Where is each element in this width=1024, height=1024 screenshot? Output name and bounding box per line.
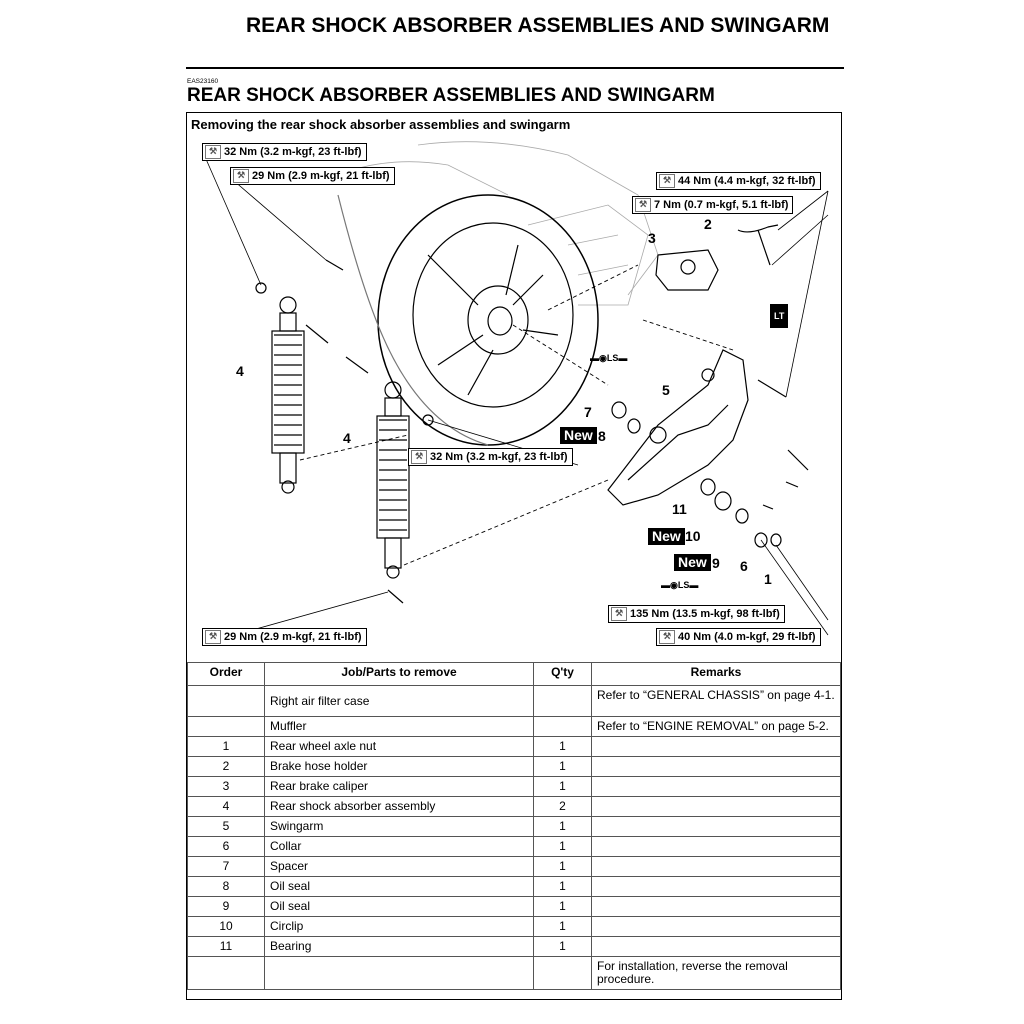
table-row <box>188 877 841 897</box>
lithium-soap-grease-icon: ▬◉LS▬ <box>661 580 699 590</box>
cell-remarks <box>592 837 841 857</box>
shock-absorber-right-drawing <box>377 382 409 578</box>
section-title: REAR SHOCK ABSORBER ASSEMBLIES AND SWINGARM <box>187 85 715 106</box>
diagram-caption: Removing the rear shock absorber assemblies and swingarm <box>191 117 571 132</box>
cell-qty <box>534 717 592 737</box>
cell-remarks: Refer to “GENERAL CHASSIS” on page 4-1. <box>592 686 841 717</box>
cell-job: Rear wheel axle nut <box>265 737 534 757</box>
table-row <box>188 957 841 990</box>
torque-wrench-icon: ⚒ <box>205 630 221 644</box>
cell-order: 11 <box>188 937 265 957</box>
torque-value: 7 Nm (0.7 m-kgf, 5.1 ft-lbf) <box>654 199 789 211</box>
table-row <box>188 837 841 857</box>
torque-value: 32 Nm (3.2 m-kgf, 23 ft-lbf) <box>430 451 568 463</box>
cell-qty: 1 <box>534 737 592 757</box>
cell-job: Collar <box>265 837 534 857</box>
cell-qty: 1 <box>534 857 592 877</box>
new-badge-9: New <box>674 554 711 571</box>
callout-9: 9 <box>712 555 720 571</box>
header-rule <box>186 67 844 69</box>
cell-remarks <box>592 877 841 897</box>
section-code: EAS23160 <box>187 78 219 85</box>
table-row <box>188 937 841 957</box>
cell-qty: 1 <box>534 937 592 957</box>
seals-drawing <box>612 402 781 547</box>
cell-order: 8 <box>188 877 265 897</box>
table-row <box>188 686 841 717</box>
callout-4b: 4 <box>343 430 351 446</box>
table-row <box>188 737 841 757</box>
cell-job <box>265 957 534 990</box>
callout-3: 3 <box>648 230 656 246</box>
cell-job: Bearing <box>265 937 534 957</box>
header-remarks: Remarks <box>592 663 841 686</box>
callout-1: 1 <box>764 571 772 587</box>
cell-job: Oil seal <box>265 897 534 917</box>
lube-lt-label: LT <box>774 311 785 321</box>
torque-wrench-icon: ⚒ <box>635 198 651 212</box>
cell-order <box>188 717 265 737</box>
lithium-soap-grease-icon: ▬◉LS▬ <box>590 353 628 363</box>
cell-remarks: Refer to “ENGINE REMOVAL” on page 5-2. <box>592 717 841 737</box>
cell-qty: 1 <box>534 897 592 917</box>
shock-absorber-left-drawing <box>272 297 304 493</box>
callout-10: 10 <box>685 528 701 544</box>
cell-job: Swingarm <box>265 817 534 837</box>
torque-spec-2 <box>230 167 395 185</box>
torque-value: 29 Nm (2.9 m-kgf, 21 ft-lbf) <box>224 631 362 643</box>
cell-order: 2 <box>188 757 265 777</box>
cell-order: 3 <box>188 777 265 797</box>
page-header-title: REAR SHOCK ABSORBER ASSEMBLIES AND SWINGARM <box>246 14 830 37</box>
cell-qty: 1 <box>534 817 592 837</box>
assembly-lines <box>300 265 733 565</box>
cell-remarks <box>592 897 841 917</box>
cell-job: Brake hose holder <box>265 757 534 777</box>
cell-qty: 1 <box>534 777 592 797</box>
cell-qty: 2 <box>534 797 592 817</box>
callout-8: 8 <box>598 428 606 444</box>
cell-job: Right air filter case <box>265 686 534 717</box>
header-order: Order <box>188 663 265 686</box>
torque-value: 32 Nm (3.2 m-kgf, 23 ft-lbf) <box>224 146 362 158</box>
callout-5: 5 <box>662 382 670 398</box>
callout-6: 6 <box>740 558 748 574</box>
torque-wrench-icon: ⚒ <box>659 630 675 644</box>
torque-spec-8 <box>202 628 367 646</box>
torque-spec-3 <box>656 172 821 190</box>
torque-wrench-icon: ⚒ <box>205 145 221 159</box>
cell-remarks <box>592 737 841 757</box>
cell-remarks <box>592 757 841 777</box>
cell-job: Rear brake caliper <box>265 777 534 797</box>
torque-spec-4 <box>632 196 793 214</box>
cell-remarks <box>592 917 841 937</box>
cell-job: Oil seal <box>265 877 534 897</box>
callout-2: 2 <box>704 216 712 232</box>
leader-lines <box>206 159 828 643</box>
table-header-row <box>188 663 841 686</box>
cell-qty <box>534 957 592 990</box>
callout-7: 7 <box>584 404 592 420</box>
cell-order: 10 <box>188 917 265 937</box>
table-row <box>188 777 841 797</box>
torque-spec-6 <box>608 605 785 623</box>
new-badge-10: New <box>648 528 685 545</box>
lube-ls-label: LS <box>677 580 690 590</box>
parts-table <box>187 662 841 990</box>
header-job: Job/Parts to remove <box>265 663 534 686</box>
cell-order: 9 <box>188 897 265 917</box>
cell-remarks <box>592 797 841 817</box>
cell-job: Circlip <box>265 917 534 937</box>
cell-remarks <box>592 857 841 877</box>
cell-order: 7 <box>188 857 265 877</box>
cell-remarks <box>592 817 841 837</box>
cell-order: 6 <box>188 837 265 857</box>
torque-wrench-icon: ⚒ <box>611 607 627 621</box>
torque-spec-5 <box>408 448 573 466</box>
cell-order: 5 <box>188 817 265 837</box>
torque-value: 29 Nm (2.9 m-kgf, 21 ft-lbf) <box>252 170 390 182</box>
callout-11: 11 <box>672 501 687 517</box>
torque-value: 135 Nm (13.5 m-kgf, 98 ft-lbf) <box>630 608 780 620</box>
cell-qty: 1 <box>534 877 592 897</box>
cell-remarks <box>592 777 841 797</box>
callout-4a: 4 <box>236 363 244 379</box>
table-row <box>188 757 841 777</box>
torque-value: 44 Nm (4.4 m-kgf, 32 ft-lbf) <box>678 175 816 187</box>
new-badge-8: New <box>560 427 597 444</box>
table-row <box>188 897 841 917</box>
lube-ls-label: LS <box>606 353 619 363</box>
table-row <box>188 857 841 877</box>
cell-order: 1 <box>188 737 265 757</box>
torque-value: 40 Nm (4.0 m-kgf, 29 ft-lbf) <box>678 631 816 643</box>
locking-agent-icon <box>770 304 788 328</box>
header-qty: Q'ty <box>534 663 592 686</box>
cell-job: Muffler <box>265 717 534 737</box>
cell-remarks <box>592 937 841 957</box>
cell-order: 4 <box>188 797 265 817</box>
swingarm-drawing <box>608 350 748 505</box>
torque-spec-1 <box>202 143 367 161</box>
table-row <box>188 717 841 737</box>
rear-wheel-drawing <box>338 195 598 445</box>
cell-qty <box>534 686 592 717</box>
torque-wrench-icon: ⚒ <box>233 169 249 183</box>
torque-wrench-icon: ⚒ <box>659 174 675 188</box>
cell-job: Spacer <box>265 857 534 877</box>
table-row <box>188 917 841 937</box>
cell-qty: 1 <box>534 837 592 857</box>
cell-job: Rear shock absorber assembly <box>265 797 534 817</box>
table-row <box>188 797 841 817</box>
cell-qty: 1 <box>534 757 592 777</box>
cell-remarks: For installation, reverse the removal procedure. <box>592 957 841 990</box>
cell-order <box>188 686 265 717</box>
table-row <box>188 817 841 837</box>
torque-spec-7 <box>656 628 821 646</box>
cell-order <box>188 957 265 990</box>
cell-qty: 1 <box>534 917 592 937</box>
torque-wrench-icon: ⚒ <box>411 450 427 464</box>
